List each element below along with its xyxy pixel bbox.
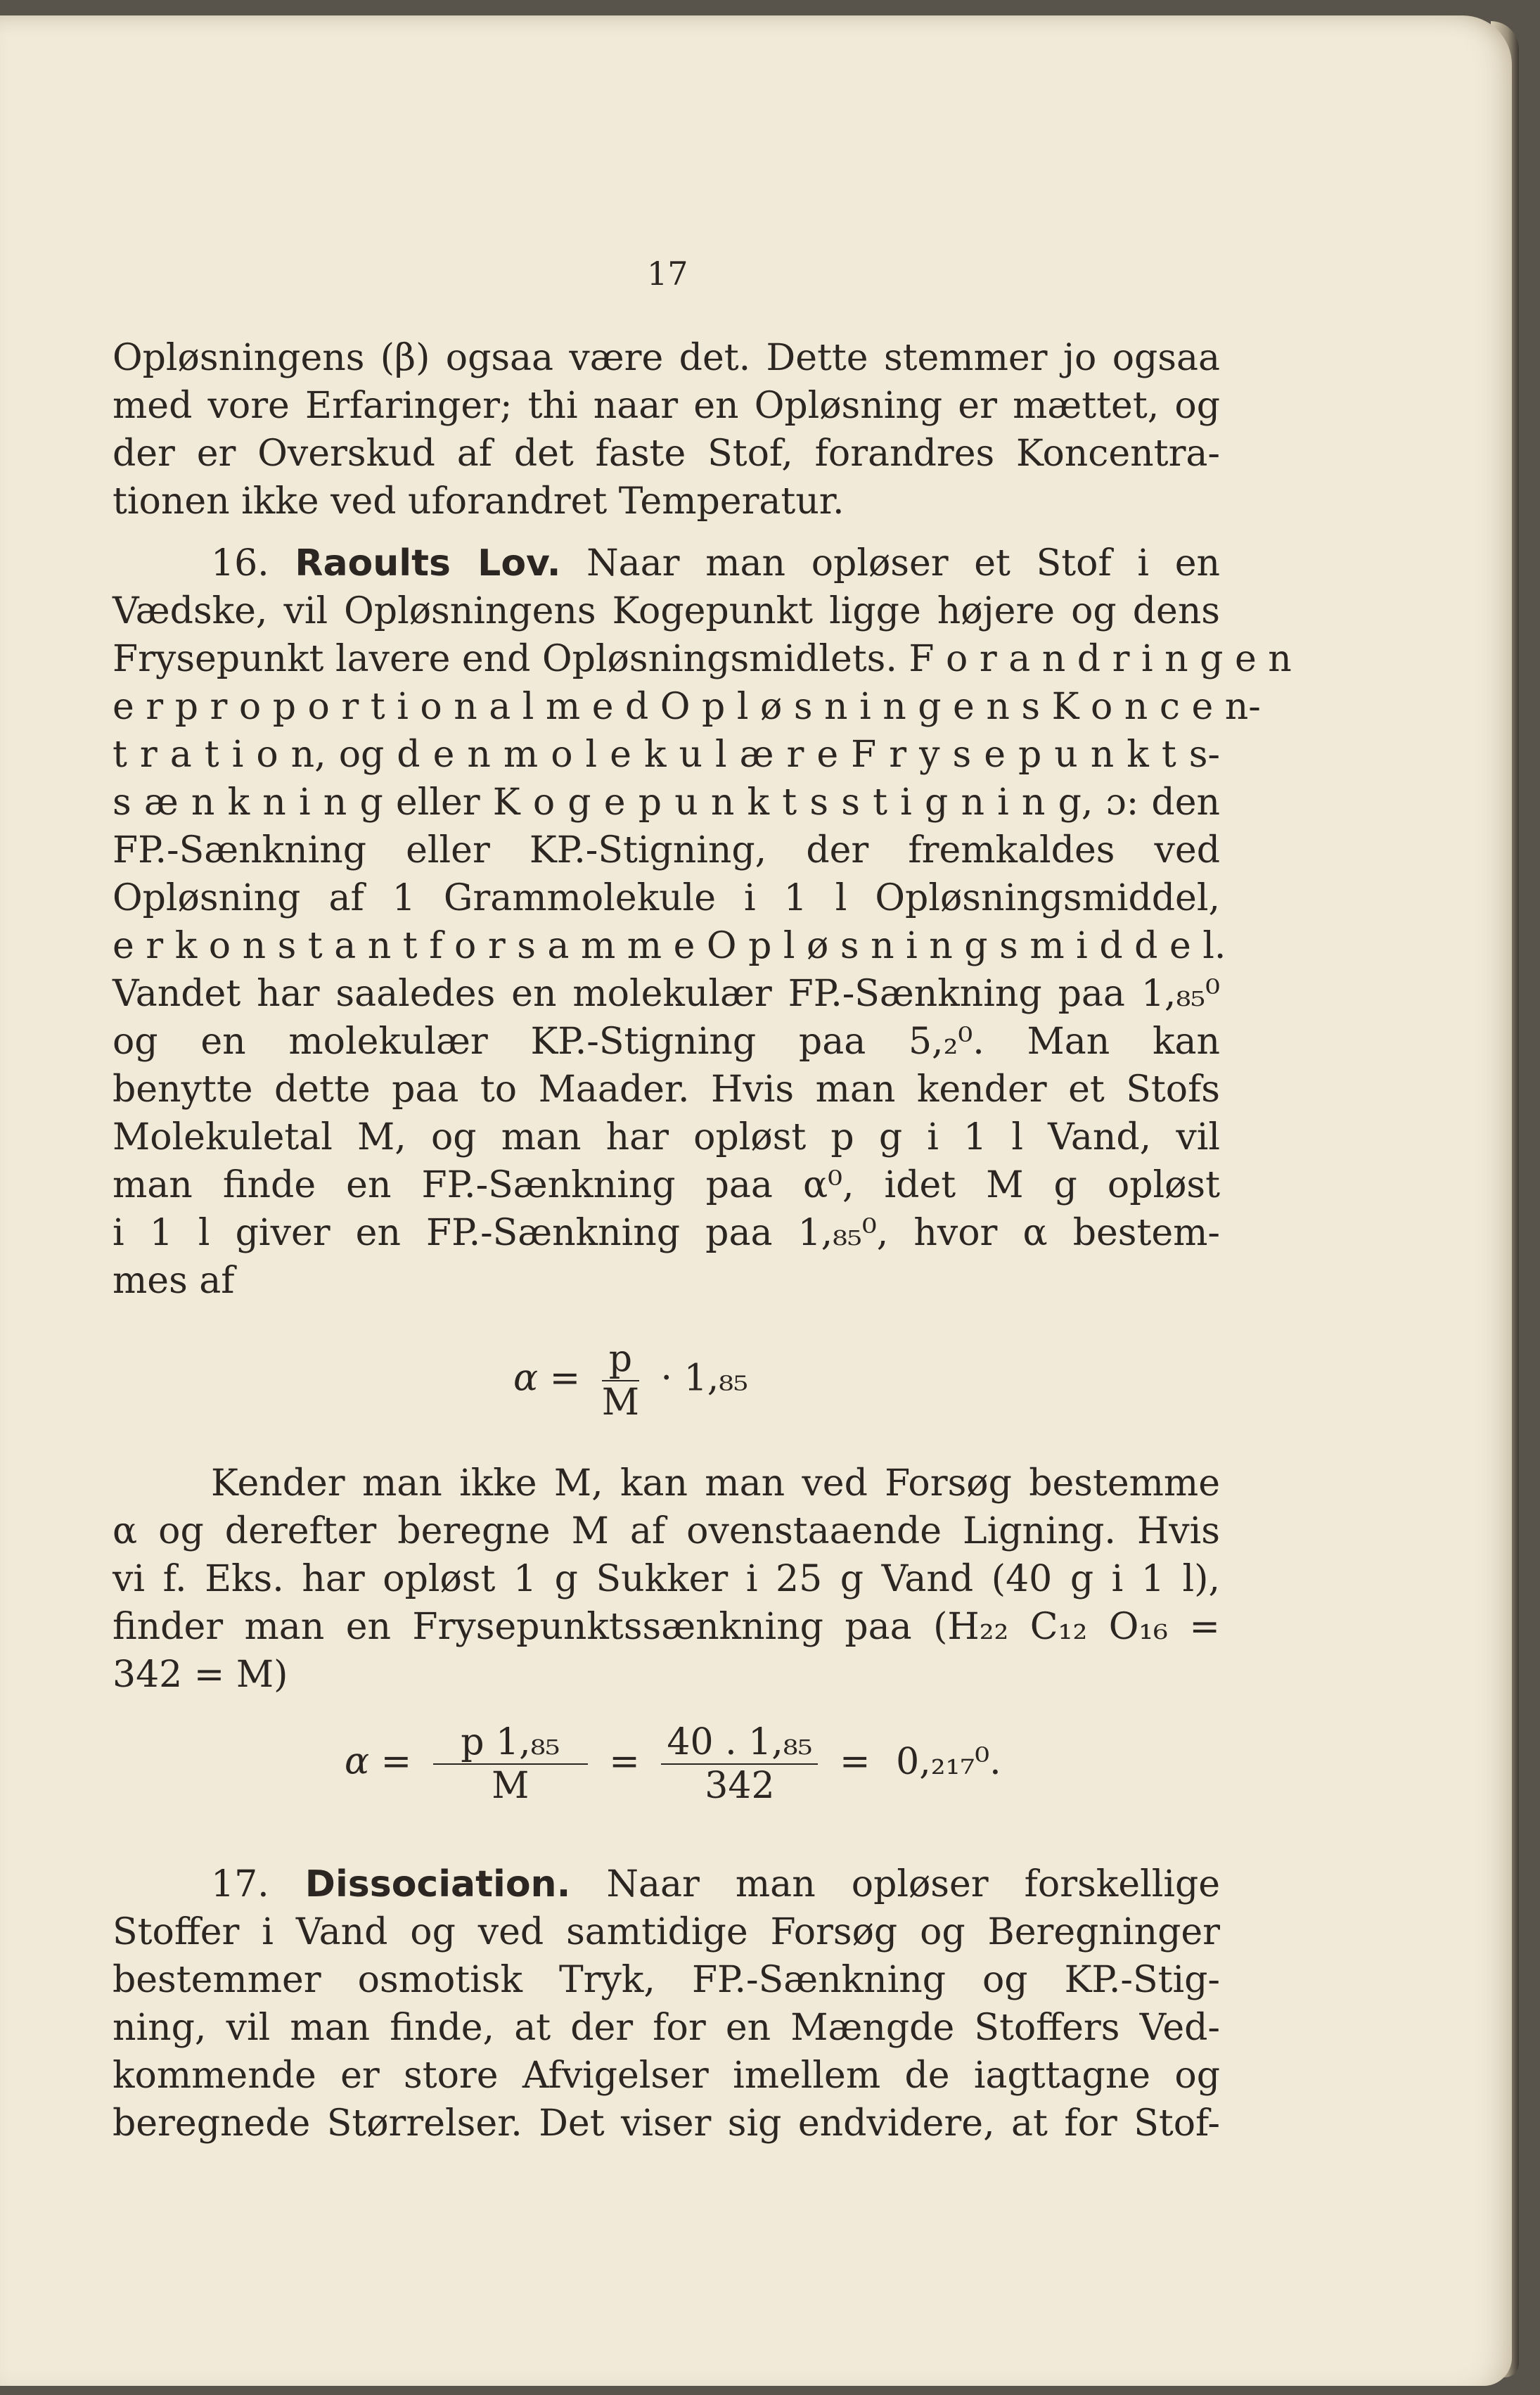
text-span: Naar man opløser et Stof i en xyxy=(586,542,1221,585)
fraction-numerator: 40 . 1,₈₅ xyxy=(661,1721,818,1765)
formula-computation xyxy=(345,1721,1001,1807)
text-line: bestemmer osmotisk Tryk, FP.-Sænkning og KP.-Stig- xyxy=(113,1959,1220,2001)
text-line: kommende er store Afvigelser imellem de iagttagne og xyxy=(113,2055,1220,2097)
text-line: Molekuletal M, og man har opløst p g i 1 l Vand, vil xyxy=(113,1116,1220,1158)
text-line: FP.-Sænkning eller KP.-Stigning, der fremkaldes ved xyxy=(113,829,1220,871)
fraction xyxy=(433,1721,588,1807)
page-number: 17 xyxy=(647,255,688,293)
text-line: t r a t i o n, og d e n m o l e k u l æ r e F r y s e p u n k t s- xyxy=(113,734,1220,776)
text-line: s æ n k n i n g eller K o g e p u n k t s s t i g n i n g, ɔ: den xyxy=(113,781,1220,824)
book-page xyxy=(0,15,1512,2386)
text-line: der er Overskud af det faste Stof, forandres Koncentra- xyxy=(113,433,1220,475)
text-line: Stoffer i Vand og ved samtidige Forsøg og Beregninger xyxy=(113,1911,1220,1953)
text-line: man finde en FP.-Sænkning paa α⁰, idet M g opløst xyxy=(113,1164,1220,1206)
text-line: Frysepunkt lavere end Opløsningsmidlets. F o r a n d r i n g e n xyxy=(113,638,1292,680)
text-line: ning, vil man finde, at der for en Mængde Stoffers Ved- xyxy=(113,2007,1220,2049)
text-line: Vædske, vil Opløsningens Kogepunkt ligge højere og dens xyxy=(113,590,1220,632)
formula-lhs: α xyxy=(345,1740,370,1783)
text-line: mes af xyxy=(113,1260,235,1302)
text-line: beregnede Størrelser. Det viser sig endvidere, at for Stof- xyxy=(113,2102,1220,2145)
text-line: med vore Erfaringer; thi naar en Opløsning er mættet, og xyxy=(113,385,1220,427)
fraction-numerator: p xyxy=(602,1338,639,1381)
formula-equals: = xyxy=(549,1357,581,1400)
text-line: finder man en Frysepunktssænkning paa (H₂₂ C₁₂ O₁₆ = xyxy=(113,1606,1220,1648)
text-span: Naar man opløser forskellige xyxy=(606,1863,1221,1905)
text-line: Kender man ikke M, kan man ved Forsøg bestemme xyxy=(211,1462,1220,1505)
text-line: α og derefter beregne M af ovenstaaende Ligning. Hvis xyxy=(113,1510,1220,1552)
section-number: 16. xyxy=(211,542,269,585)
formula-alpha xyxy=(513,1338,748,1424)
section-17-first-line xyxy=(113,1862,1220,1907)
fraction-numerator: p 1,₈₅ xyxy=(433,1721,588,1765)
fraction xyxy=(661,1721,818,1807)
section-number: 17. xyxy=(211,1863,269,1905)
text-line: e r k o n s t a n t f o r s a m m e O p l ø s n i n g s m i d d e l. xyxy=(113,925,1226,967)
formula-factor: · 1,₈₅ xyxy=(660,1357,748,1400)
formula-equals: = xyxy=(609,1740,640,1783)
fraction-denominator: 342 xyxy=(705,1765,775,1807)
text-line: 342 = M) xyxy=(113,1654,288,1696)
formula-lhs: α xyxy=(513,1357,539,1400)
text-line: benytte dette paa to Maader. Hvis man kender et Stofs xyxy=(113,1068,1220,1111)
text-line: i 1 l giver en FP.-Sænkning paa 1,₈₅⁰, hvor α bestem- xyxy=(113,1212,1220,1254)
fraction-denominator: M xyxy=(492,1765,530,1807)
formula-result: 0,₂₁₇⁰. xyxy=(896,1740,1001,1783)
fraction xyxy=(602,1338,639,1424)
formula-equals: = xyxy=(840,1740,871,1783)
text-line: vi f. Eks. har opløst 1 g Sukker i 25 g Vand (40 g i 1 l), xyxy=(113,1558,1220,1600)
fraction-denominator: M xyxy=(601,1381,640,1424)
section-title: Dissociation. xyxy=(304,1863,571,1905)
text-line: Opløsningens (β) ogsaa være det. Dette stemmer jo ogsaa xyxy=(113,337,1220,379)
section-16-first-line xyxy=(113,541,1220,586)
text-line: og en molekulær KP.-Stigning paa 5,₂⁰. Man kan xyxy=(113,1021,1220,1063)
formula-equals: = xyxy=(380,1740,412,1783)
text-line: tionen ikke ved uforandret Temperatur. xyxy=(113,480,845,523)
text-line: Opløsning af 1 Grammolekule i 1 l Opløsningsmiddel, xyxy=(113,877,1220,919)
text-line: Vandet har saaledes en molekulær FP.-Sænkning paa 1,₈₅⁰ xyxy=(113,973,1220,1015)
section-title: Raoults Lov. xyxy=(295,542,561,585)
text-line: e r p r o p o r t i o n a l m e d O p l ø s n i n g e n s K o n c e n- xyxy=(113,686,1261,728)
